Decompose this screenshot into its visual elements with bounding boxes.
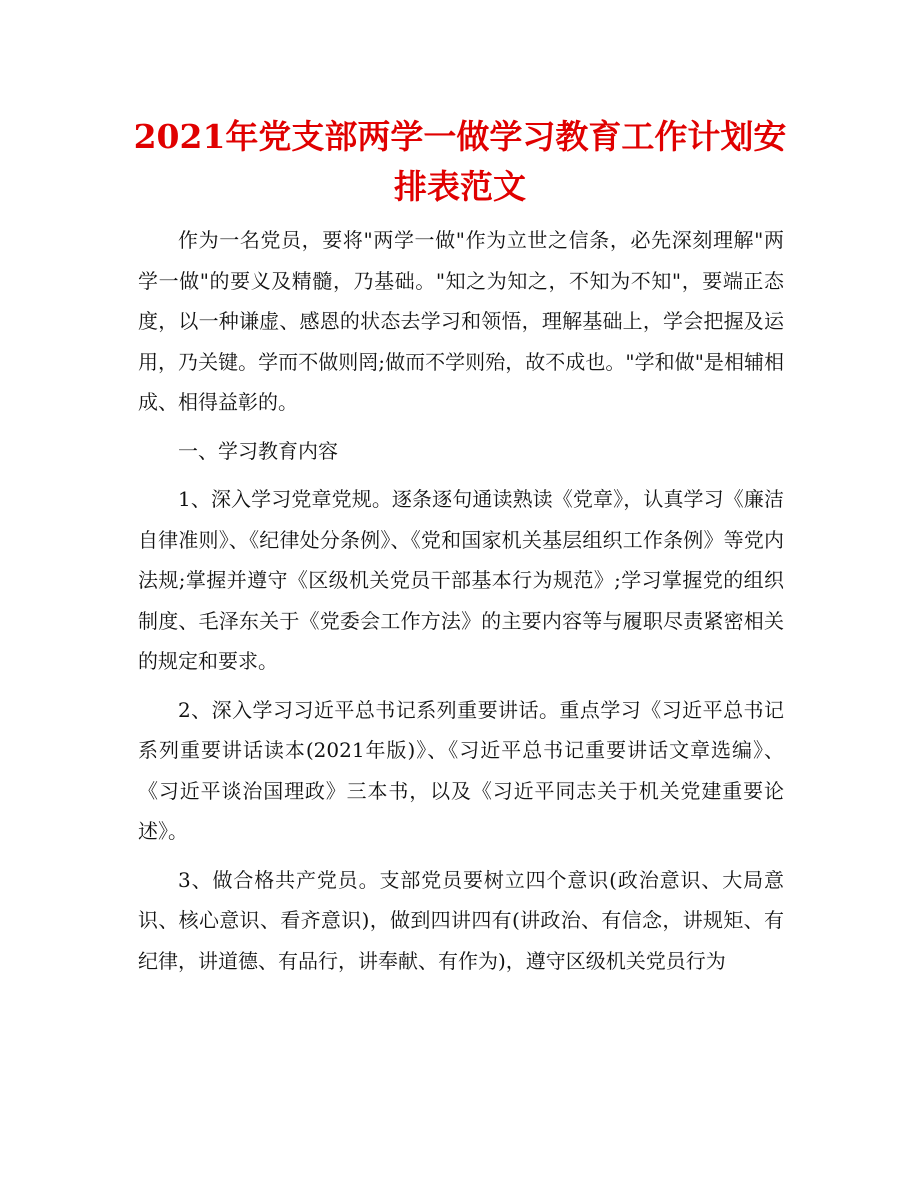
paragraph-item-3: 3、做合格共产党员。支部党员要树立四个意识(政治意识、大局意识、核心意识、看齐意识)，做到四讲四有(讲政治、有信念，讲规矩、有纪律，讲道德、有品行，讲奉献、有作为)，遵守区级机关党员行为 — [138, 867, 784, 973]
document-body — [138, 220, 784, 989]
paragraph-item-2: 2、深入学习习近平总书记系列重要讲话。重点学习《习近平总书记系列重要讲话读本(2021年版)》、《习近平总书记重要讲话文章选编》、《习近平谈治国理政》三本书，以及《习近平同志关于机关党建重要论述》。 — [138, 697, 784, 843]
paragraph-intro: 作为一名党员，要将"两学一做"作为立世之信条，必先深刻理解"两学一做"的要义及精髓，乃基础。"知之为知之，不知为不知"，要端正态度，以一种谦虚、感恩的状态去学习和领悟，理解基础上，学会把握及运用，乃关键。学而不做则罔;做而不学则殆，故不成也。"学和做"是相辅相成、相得益彰的。 — [138, 228, 784, 414]
section-heading-content: 一、学习教育内容 — [178, 438, 338, 463]
document-title: 2021年党支部两学一做学习教育工作计划安排表范文 — [133, 117, 787, 206]
paragraph-item-1: 1、深入学习党章党规。逐条逐句通读熟读《党章》，认真学习《廉洁自律准则》、《纪律处分条例》、《党和国家机关基层组织工作条例》等党内法规;掌握并遵守《区级机关党员干部基本行为规范》;学习掌握党的组织制度、毛泽东关于《党委会工作方法》的主要内容等与履职尽责紧密相关的规定和要求。 — [138, 487, 784, 673]
